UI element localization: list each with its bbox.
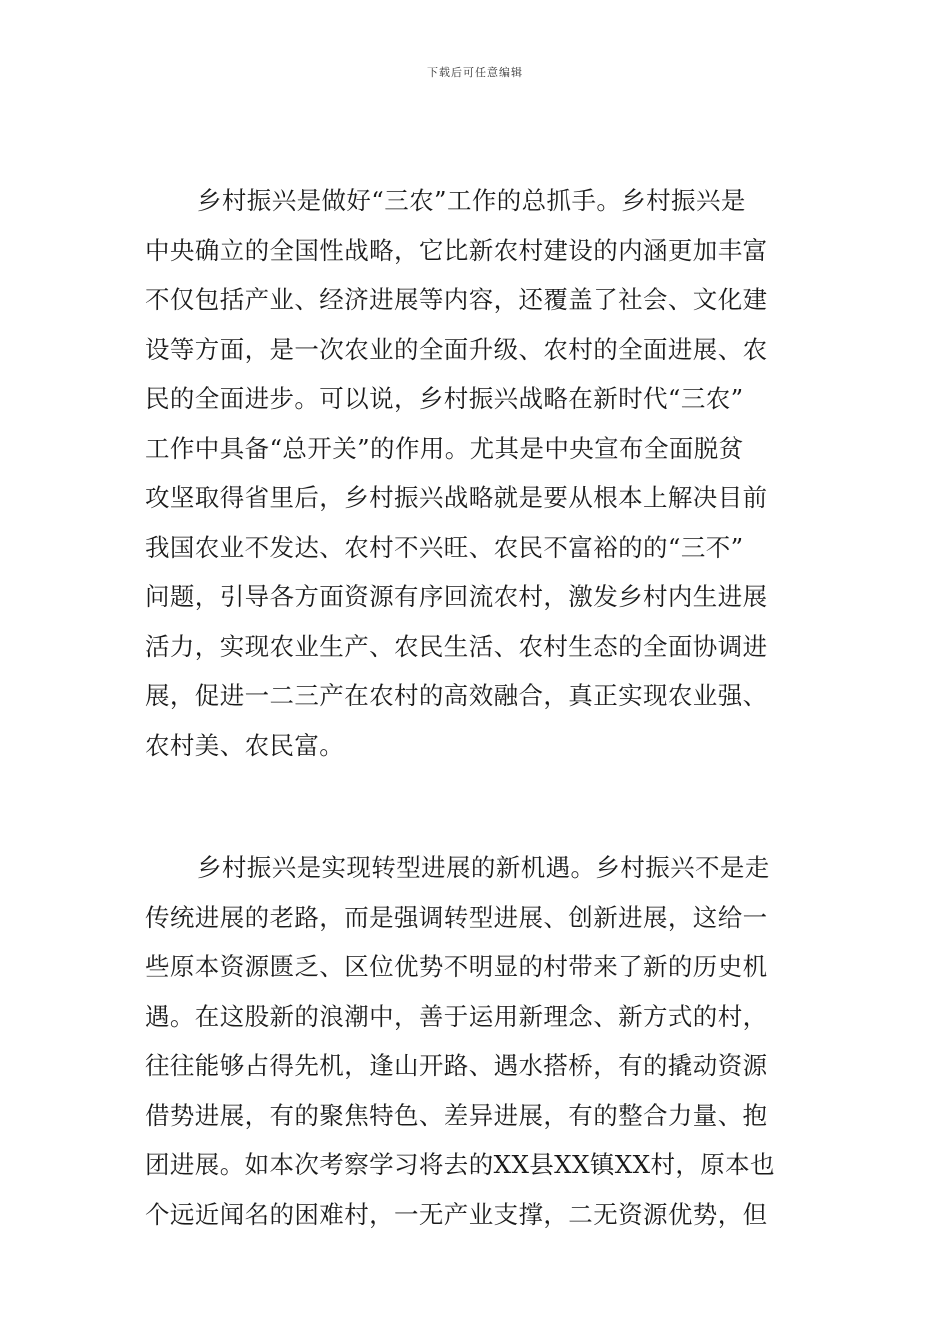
text-line: 攻坚取得省里后，乡村振兴战略就是要从根本上解决目前 (145, 483, 768, 512)
text-line: 中央确立的全国性战略，它比新农村建设的内涵更加丰富 (145, 235, 768, 265)
text-line: 不仅包括产业、经济进展等内容，还覆盖了社会、文化建 (145, 285, 768, 314)
text-line: 设等方面，是一次农业的全面升级、农村的全面进展、农 (145, 334, 768, 364)
paragraph-spacer (145, 770, 809, 843)
text-line: 借势进展，有的聚焦特色、差异进展，有的整合力量、抱 (145, 1100, 768, 1130)
text-line: 往往能够占得先机，逢山开路、遇水搭桥，有的撬动资源 (145, 1051, 768, 1080)
text-line: 乡村振兴是做好“三农”工作的总抓手。乡村振兴是 (197, 186, 746, 215)
text-line: 我国农业不发达、农村不兴旺、农民不富裕的的“三不” (145, 532, 744, 562)
text-line: 个远近闻名的困难村，一无产业支撑，二无资源优势，但 (145, 1199, 768, 1229)
text-line: 展，促进一二三产在农村的高效融合，真正实现农业强、 (145, 681, 768, 710)
text-line: 些原本资源匮乏、区位优势不明显的村带来了新的历史机 (145, 952, 768, 981)
text-line: 问题，引导各方面资源有序回流农村，激发乡村内生进展 (145, 582, 768, 611)
text-line: 乡村振兴是实现转型进展的新机遇。乡村振兴不是走 (197, 853, 770, 882)
page-header: 下载后可任意编辑 (427, 66, 523, 79)
text-line: 农村美、农民富。 (145, 730, 345, 760)
text-line: 工作中具备“总开关”的作用。尤其是中央宣布全面脱贫 (145, 433, 744, 463)
text-line: 活力，实现农业生产、农民生活、农村生态的全面协调进 (145, 631, 768, 661)
paragraph-2 (145, 843, 809, 1239)
text-line: 民的全面进步。可以说，乡村振兴战略在新时代“三农” (145, 384, 744, 413)
paragraph-1 (145, 176, 809, 770)
text-line: 遇。在这股新的浪潮中，善于运用新理念、新方式的村， (145, 1001, 768, 1031)
text-line: 传统进展的老路，而是强调转型进展、创新进展，这给一 (145, 902, 768, 932)
text-line: 团进展。如本次考察学习将去的XX县XX镇XX村，原本也 (145, 1150, 775, 1179)
document-body (145, 176, 809, 1239)
